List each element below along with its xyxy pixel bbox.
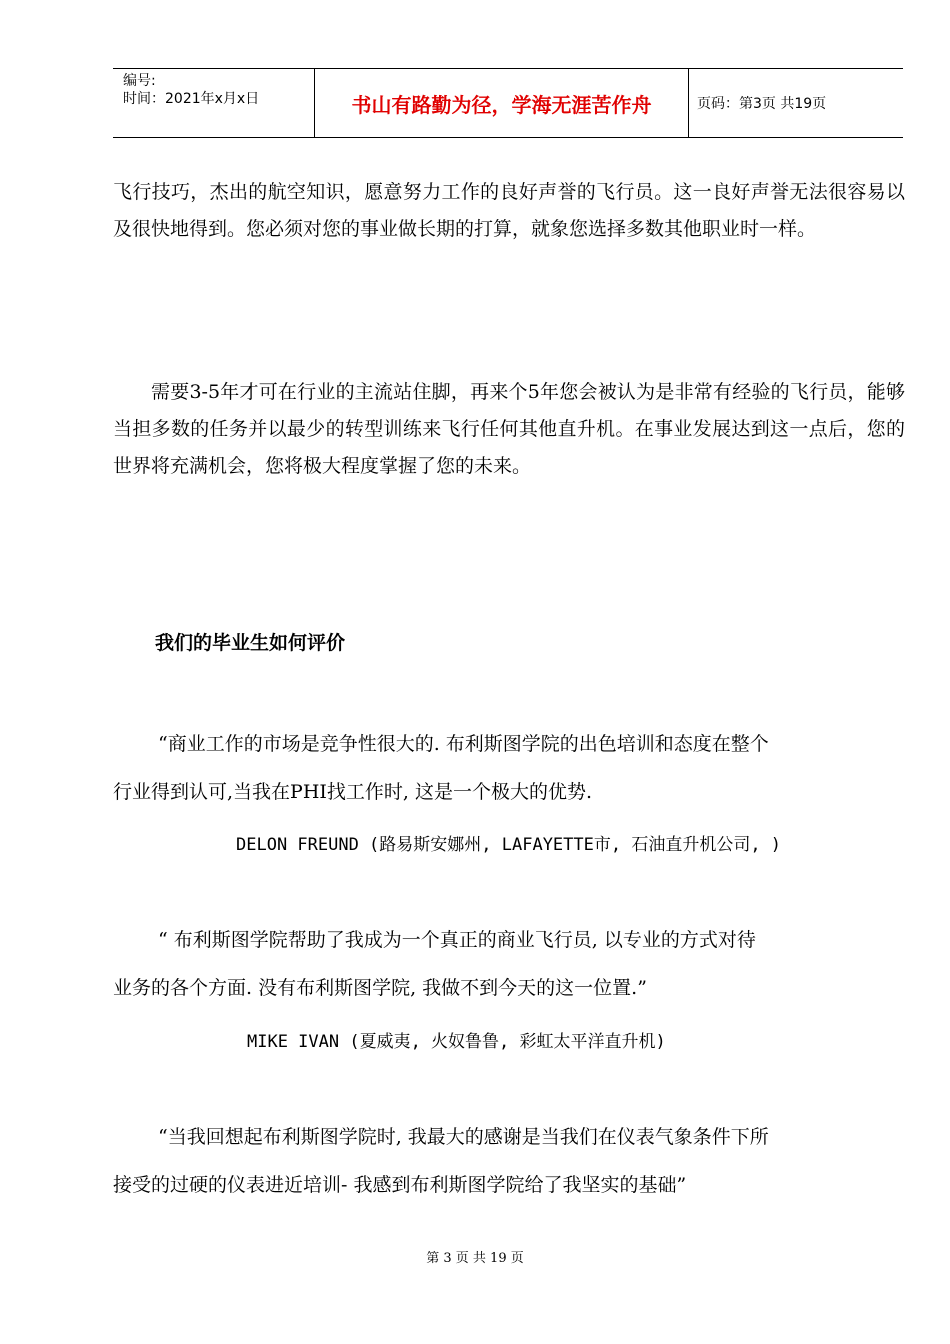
testimonial-2-line-2: 业务的各个方面. 没有布利斯图学院, 我做不到今天的这一位置.” [113, 977, 647, 999]
section-heading: 我们的毕业生如何评价 [155, 632, 346, 654]
testimonial-2-line-1: “ 布利斯图学院帮助了我成为一个真正的商业飞行员, 以专业的方式对待 [158, 929, 756, 951]
testimonial-1-line-2: 行业得到认可,当我在PHI找工作时, 这是一个极大的优势. [113, 781, 593, 803]
header-motto: 书山有路勤为径，学海无涯苦作舟 [351, 92, 652, 117]
testimonial-2-attribution: MIKE IVAN (夏威夷, 火奴鲁鲁, 彩虹太平洋直升机) [247, 1032, 666, 1052]
header-divider-right [688, 69, 689, 137]
testimonial-3-line-2: 接受的过硬的仪表进近培训- 我感到布利斯图学院给了我坚实的基础” [113, 1174, 687, 1196]
header-number-label: 编号: [123, 73, 156, 89]
testimonial-1-line-1: “商业工作的市场是竞争性很大的. 布利斯图学院的出色培训和态度在整个 [158, 733, 769, 755]
testimonial-3-line-1: “当我回想起布利斯图学院时, 我最大的感谢是当我们在仪表气象条件下所 [158, 1126, 769, 1148]
header-time-label: 时间：2021年x月x日 [123, 91, 260, 107]
page-footer: 第 3 页 共 19 页 [426, 1251, 524, 1266]
header-meta [123, 72, 259, 108]
body-paragraph-1: 飞行技巧，杰出的航空知识，愿意努力工作的良好声誉的飞行员。这一良好声誉无法很容易以及很快地得到。您必须对您的事业做长期的打算，就象您选择多数其他职业时一样。 [113, 181, 905, 240]
testimonial-1-attribution: DELON FREUND (路易斯安娜州, LAFAYETTE市, 石油直升机公司, ) [236, 835, 782, 855]
page-header [113, 68, 903, 138]
body-paragraph-2: 需要3-5年才可在行业的主流站住脚，再来个5年您会被认为是非常有经验的飞行员，能够当担多数的任务并以最少的转型训练来飞行任何其他直升机。在事业发展达到这一点后，您的世界将充满机会，您将极大程度掌握了您的未来。 [113, 381, 905, 477]
header-page-info: 页码：第3页 共19页 [697, 96, 827, 112]
